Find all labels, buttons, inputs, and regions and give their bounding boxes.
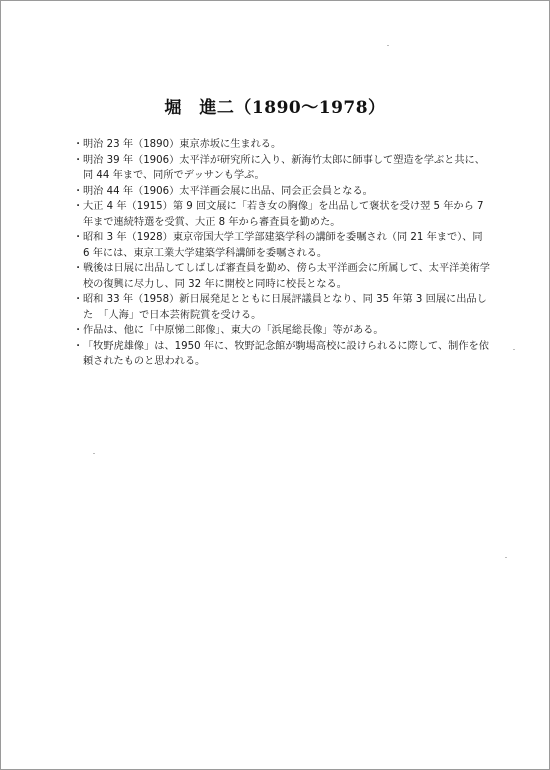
list-item [73, 339, 491, 370]
list-item [73, 230, 491, 261]
biography-list [73, 137, 491, 370]
list-item [73, 323, 491, 339]
bullet: ・ [73, 139, 84, 150]
bullet: ・ [73, 294, 84, 305]
list-item [73, 184, 491, 200]
list-item [73, 261, 491, 292]
list-item-text: 大正 4 年（1915）第 9 回文展に「若き女の胸像」を出品して褒状を受け翌 5 年から 7 年まで連続特選を受賞、大正 8 年から審査員を勤めた。 [83, 201, 484, 228]
list-item-text: 「牧野虎雄像」は、1950 年に、牧野記念館が駒場高校に設けられるに際して、制作を依頼されたものと思われる。 [83, 340, 489, 367]
list-item-text: 戦後は日展に出品してしばしば審査員を勤め、傍ら太平洋画会に所属して、太平洋美術学校の復興に尽力し、同 32 年に開校と同時に校長となる。 [83, 263, 490, 290]
scan-speck [505, 557, 507, 558]
document-title: 堀 進二（1890〜1978） [164, 98, 386, 118]
list-item [73, 199, 491, 230]
bullet: ・ [73, 154, 84, 166]
scan-speck [513, 349, 515, 350]
bullet: ・ [73, 263, 84, 274]
bullet: ・ [73, 325, 84, 336]
list-item-text: 明治 44 年（1906）太平洋画会展に出品、同会正会員となる。 [83, 185, 373, 197]
list-item-text: 昭和 3 年（1928）東京帝国大学工学部建築学科の講師を委嘱され（同 21 年まで）、同 6 年には、東京工業大学建築学科講師を委嘱される。 [83, 232, 483, 259]
scan-speck [93, 453, 95, 454]
list-item-text: 作品は、他に「中原悌二郎像」、東大の「浜尾総長像」等がある。 [83, 325, 384, 336]
bullet: ・ [73, 340, 84, 352]
bullet: ・ [73, 232, 84, 243]
list-item-text: 明治 23 年（1890）東京赤坂に生まれる。 [83, 139, 282, 150]
list-item [73, 137, 491, 153]
list-item-text: 昭和 33 年（1958）新日展発足とともに日展評議員となり、同 35 年第 3 回展に出品した 「人海」で日本芸術院賞を受ける。 [83, 294, 487, 321]
list-item [73, 153, 491, 184]
bullet: ・ [73, 185, 84, 197]
list-item [73, 292, 491, 323]
list-item-text: 明治 39 年（1906）太平洋が研究所に入り、新海竹太郎に師事して塑造を学ぶと共に、同 44 年まで、同所でデッサンも学ぶ。 [83, 154, 485, 181]
scan-speck [387, 45, 389, 46]
bullet: ・ [73, 201, 84, 212]
